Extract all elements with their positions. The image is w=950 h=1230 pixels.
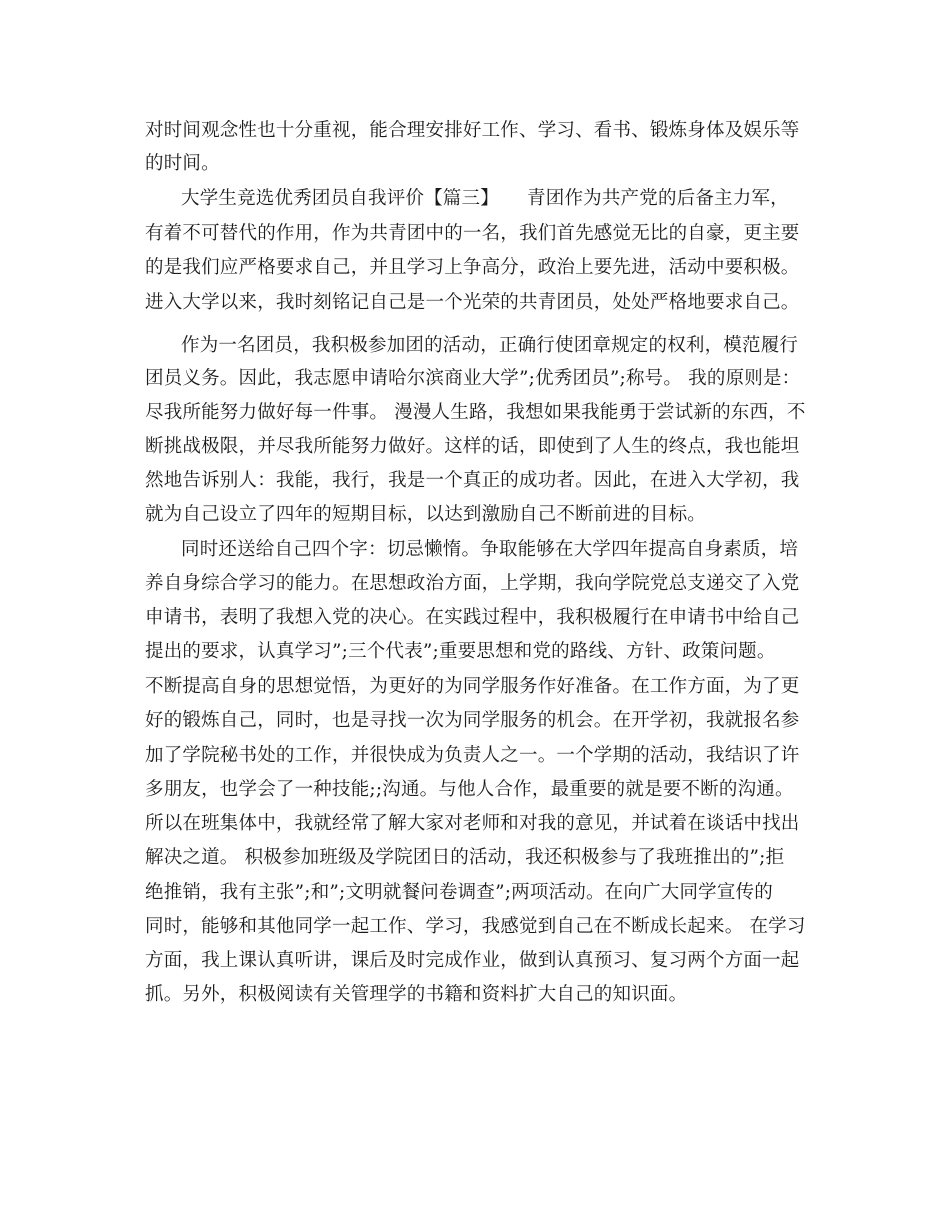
- text-line-25: 方面，我上课认真听讲，课后及时完成作业，做到认真预习、复习两个方面一起: [145, 950, 800, 971]
- text-line-1: 对时间观念性也十分重视，能合理安排好工作、学习、看书、锻炼身体及娱乐等: [145, 120, 800, 141]
- text-line-23: 绝推销，我有主张”;和”;文明就餐问卷调查”;两项活动。在向广大同学宣传的: [145, 882, 773, 903]
- text-line-9: 尽我所能努力做好每一件事。 漫漫人生路，我想如果我能勇于尝试新的东西，不: [145, 402, 806, 423]
- text-line-26: 抓。另外，积极阅读有关管理学的书籍和资料扩大自己的知识面。: [145, 984, 688, 1005]
- text-line-3: 大学生竞选优秀团员自我评价【篇三】 青团作为共产党的后备主力军，: [181, 188, 789, 209]
- text-line-19: 加了学院秘书处的工作，并很快成为负责人之一。一个学期的活动，我结识了许: [145, 745, 800, 766]
- text-line-20: 多朋友，也学会了一种技能;;沟通。与他人合作，最重要的就是要不断的沟通。: [145, 779, 794, 800]
- text-line-2: 的时间。: [145, 153, 220, 174]
- text-line-16: 提出的要求，认真学习”;三个代表”;重要思想和党的路线、方针、政策问题。: [145, 641, 776, 662]
- text-line-21: 所以在班集体中，我就经常了解大家对老师和对我的意见，并试着在谈话中找出: [145, 813, 800, 834]
- text-line-4: 有着不可替代的作用，作为共青团中的一名，我们首先感觉无比的自豪，更主要: [145, 223, 800, 244]
- text-line-8: 团员义务。因此，我志愿申请哈尔滨商业大学”;优秀团员”;称号。 我的原则是：: [145, 368, 801, 389]
- text-line-18: 好的锻炼自己，同时，也是寻找一次为同学服务的机会。在开学初，我就报名参: [145, 710, 800, 731]
- text-line-22: 解决之道。 积极参加班级及学院团日的活动，我还积极参与了我班推出的”;拒: [145, 847, 785, 868]
- text-line-12: 就为自己设立了四年的短期目标，以达到激励自己不断前进的目标。: [145, 504, 707, 525]
- text-line-17: 不断提高自身的思想觉悟，为更好的为同学服务作好准备。在工作方面，为了更: [145, 676, 800, 697]
- text-line-10: 断挑战极限，并尽我所能努力做好。这样的话，即使到了人生的终点，我也能坦: [145, 436, 800, 457]
- text-line-14: 养自身综合学习的能力。在思想政治方面，上学期，我向学院党总支递交了入党: [145, 573, 800, 594]
- text-line-15: 申请书，表明了我想入党的决心。在实践过程中，我积极履行在申请书中给自己: [145, 607, 800, 628]
- text-line-5: 的是我们应严格要求自己，并且学习上争高分，政治上要先进，活动中要积极。: [145, 257, 800, 278]
- text-line-6: 进入大学以来，我时刻铭记自己是一个光荣的共青团员，处处严格地要求自己。: [145, 292, 800, 313]
- text-line-24: 同时，能够和其他同学一起工作、学习，我感觉到自己在不断成长起来。 在学习: [145, 916, 806, 937]
- text-line-11: 然地告诉别人：我能，我行，我是一个真正的成功者。因此，在进入大学初，我: [145, 470, 800, 491]
- text-line-13: 同时还送给自己四个字：切忌懒惰。争取能够在大学四年提高自身素质，培: [181, 539, 799, 560]
- text-line-7: 作为一名团员，我积极参加团的活动，正确行使团章规定的权利，模范履行: [181, 335, 799, 356]
